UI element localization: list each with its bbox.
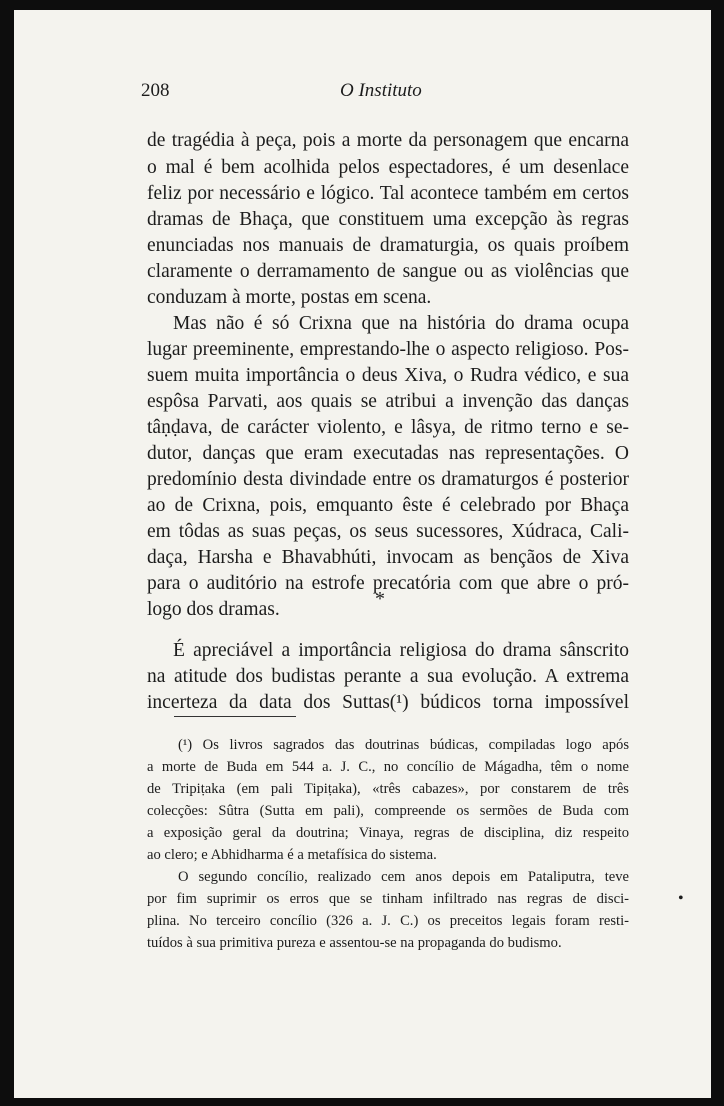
body-line: feliz por necessário e lógico. Tal acontece também em certos [147,183,629,204]
body-line: o mal é bem acolhida pelos espectadores, é um desenlace [147,157,629,178]
body-line: predomínio desta divindade entre os dramaturgos é posterior [147,469,629,490]
body-line: de tragédia à peça, pois a morte da personagem que encarna [147,130,629,151]
body-line: incerteza da data dos Suttas(¹) búdicos torna impossível [147,692,629,713]
section-divider: * [375,588,385,610]
body-line: tâṇḍava, de carácter violento, e lâsya, de ritmo terno e se- [147,417,629,438]
running-title: O Instituto [340,80,422,101]
footnote-line: a morte de Buda em 544 a. J. C., no concílio de Mágadha, têm o nome [147,759,629,775]
page-number: 208 [141,80,170,101]
body-line: conduzam à morte, postas em scena. [147,287,432,308]
footnote-line: ao clero; e Abhidharma é a metafísica do sistema. [147,847,437,863]
body-line: É apreciável a importância religiosa do drama sânscrito [173,640,629,661]
body-line: daça, Harsha e Bhavabhúti, invocam as bençãos de Xiva [147,547,629,568]
body-line: dutor, danças que eram executadas nas representações. O [147,443,629,464]
body-line: em tôdas as suas peças, os seus sucessores, Xúdraca, Cali- [147,521,629,542]
footnote-line: de Tripiṭaka (em pali Tipiṭaka), «três cabazes», por constarem de três [147,781,629,797]
footnote-line: a exposição geral da doutrina; Vinaya, regras de disciplina, diz respeito [147,825,629,841]
footnote-rule [174,716,296,717]
body-line: lugar preeminente, emprestando-lhe o aspecto religioso. Pos- [147,339,629,360]
body-line: ao de Crixna, pois, emquanto êste é celebrado por Bhaça [147,495,629,516]
body-line: para o auditório na estrofe precatória com que abre o pró- [147,573,629,594]
footnote-line: (¹) Os livros sagrados das doutrinas búdicas, compiladas logo após [178,737,629,753]
footnote-line: plina. No terceiro concílio (326 a. J. C.) os preceitos legais foram resti- [147,913,629,929]
body-line: claramente o derramamento de sangue ou as violências que [147,261,629,282]
footnote-line: tuídos à sua primitiva pureza e assentou-se na propaganda do budismo. [147,935,562,951]
body-line: na atitude dos budistas perante a sua evolução. A extrema [147,666,629,687]
footnote-line: O segundo concílio, realizado cem anos depois em Pataliputra, teve [178,869,629,885]
footnote-line: por fim suprimir os erros que se tinham infiltrado nas regras de disci- [147,891,629,907]
book-page [14,10,711,1098]
body-line: enunciadas nos manuais de dramaturgia, os quais proíbem [147,235,629,256]
body-line: logo dos dramas. [147,599,280,620]
body-line: espôsa Parvati, aos quais se atribui a invenção das danças [147,391,629,412]
footnote-line: colecções: Sûtra (Sutta em pali), compreende os sermões de Buda com [147,803,629,819]
body-line: suem muita importância o deus Xiva, o Rudra védico, e sua [147,365,629,386]
margin-mark: • [678,890,684,907]
body-line: Mas não é só Crixna que na história do drama ocupa [173,313,629,334]
body-line: dramas de Bhaça, que constituem uma excepção às regras [147,209,629,230]
